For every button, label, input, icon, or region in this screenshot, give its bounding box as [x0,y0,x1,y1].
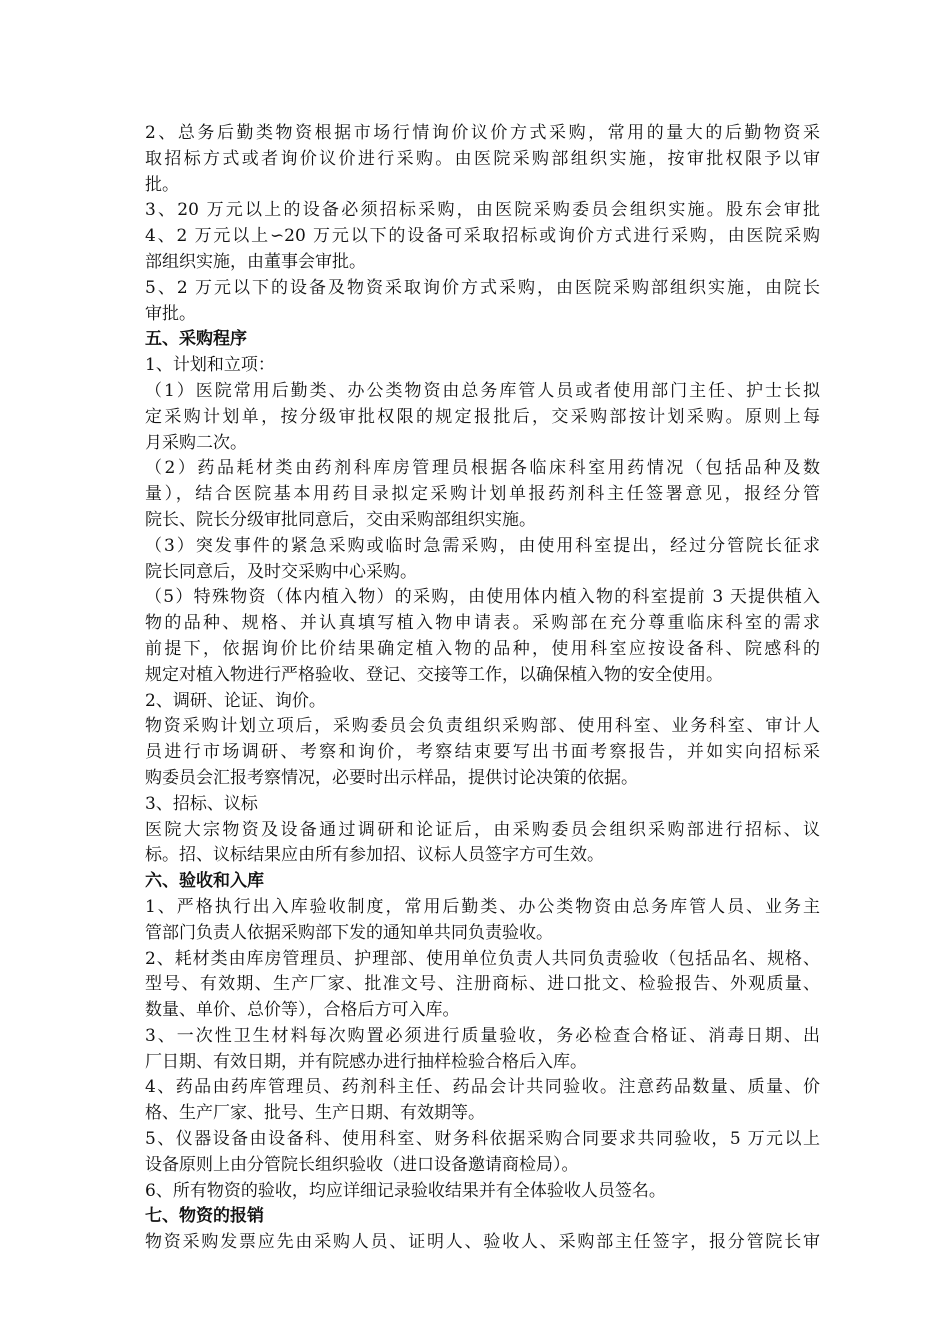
text-line: 购委员会汇报考察情况，必要时出示样品，提供讨论决策的依据。 [145,767,638,788]
text-line: 前提下，依据询价比价结果确定植入物的品种，使用科室应按设备科、院感科的 [145,638,820,659]
text-line: 4、药品由药库管理员、药剂科主任、药品会计共同验收。注意药品数量、质量、价 [145,1077,820,1098]
text-line: 审批。 [145,303,196,324]
text-line: 5、仪器设备由设备科、使用科室、财务科依据采购合同要求共同验收，5 万元以上 [145,1129,820,1150]
text-line: 物资采购计划立项后，采购委员会负责组织采购部、使用科室、业务科室、审计人 [145,716,820,737]
document-body [145,121,820,1256]
text-line: （5）特殊物资（体内植入物）的采购，由使用体内植入物的科室提前 3 天提供植入 [145,587,820,608]
text-line: （3）突发事件的紧急采购或临时急需采购，由使用科室提出，经过分管院长征求 [145,535,820,556]
text-line: 院长、院长分级审批同意后，交由采购部组织实施。 [145,509,536,530]
text-line: 格、生产厂家、批号、生产日期、有效期等。 [145,1103,485,1124]
section-heading: 七、物资的报销 [145,1206,264,1227]
text-line: 设备原则上由分管院长组织验收（进口设备邀请商检局）。 [145,1154,579,1175]
text-line: 4、2 万元以上∽20 万元以下的设备可采取招标或询价方式进行采购，由医院采购 [145,226,820,247]
section-heading: 六、验收和入库 [145,871,264,892]
text-line: 1、计划和立项： [145,355,275,376]
text-line: 型号、有效期、生产厂家、批准文号、注册商标、进口批文、检验报告、外观质量、 [145,974,820,995]
text-line: 规定对植入物进行严格验收、登记、交接等工作，以确保植入物的安全使用。 [145,664,723,685]
text-line: 员进行市场调研、考察和询价，考察结束要写出书面考察报告，并如实向招标采 [145,742,820,763]
text-line: 管部门负责人依据采购部下发的通知单共同负责验收。 [145,922,553,943]
text-line: 物资采购发票应先由采购人员、证明人、验收人、采购部主任签字，报分管院长审 [145,1232,820,1253]
text-line: 物的品种、规格、并认真填写植入物申请表。采购部在充分尊重临床科室的需求 [145,613,820,634]
text-line: 部组织实施，由董事会审批。 [145,251,366,272]
text-line: 批。 [145,174,179,195]
text-line: 3、招标、议标 [145,793,258,814]
text-line: 1、严格执行出入库验收制度，常用后勤类、办公类物资由总务库管人员、业务主 [145,896,820,917]
text-line: 定采购计划单，按分级审批权限的规定报批后，交采购部按计划采购。原则上每 [145,406,820,427]
text-line: 厂日期、有效日期，并有院感办进行抽样检验合格后入库。 [145,1051,587,1072]
text-line: 月采购二次。 [145,432,247,453]
text-line: 院长同意后，及时交采购中心采购。 [145,561,417,582]
text-line: 取招标方式或者询价议价进行采购。由医院采购部组织实施，按审批权限予以审 [145,148,820,169]
text-line: 标。招、议标结果应由所有参加招、议标人员签字方可生效。 [145,845,604,866]
text-line: 2、耗材类由库房管理员、护理部、使用单位负责人共同负责验收（包括品名、规格、 [145,948,820,969]
text-line: 数量、单价、总价等），合格后方可入库。 [145,1000,460,1021]
text-line: （1）医院常用后勤类、办公类物资由总务库管人员或者使用部门主任、护士长拟 [145,380,820,401]
text-line: （2）药品耗材类由药剂科库房管理员根据各临床科室用药情况（包括品种及数 [145,458,820,479]
text-line: 3、20 万元以上的设备必须招标采购，由医院采购委员会组织实施。股东会审批 [145,200,820,221]
text-line: 医院大宗物资及设备通过调研和论证后，由采购委员会组织采购部进行招标、议 [145,819,820,840]
text-line: 5、2 万元以下的设备及物资采取询价方式采购，由医院采购部组织实施，由院长 [145,277,820,298]
text-line: 6、所有物资的验收，均应详细记录验收结果并有全体验收人员签名。 [145,1180,666,1201]
text-line: 2、调研、论证、询价。 [145,690,326,711]
text-line: 量），结合医院基本用药目录拟定采购计划单报药剂科主任签署意见，报经分管 [145,484,820,505]
text-line: 3、一次性卫生材料每次购置必须进行质量验收，务必检查合格证、消毒日期、出 [145,1025,820,1046]
section-heading: 五、采购程序 [145,329,247,350]
text-line: 2、总务后勤类物资根据市场行情询价议价方式采购，常用的量大的后勤物资采 [145,123,820,143]
